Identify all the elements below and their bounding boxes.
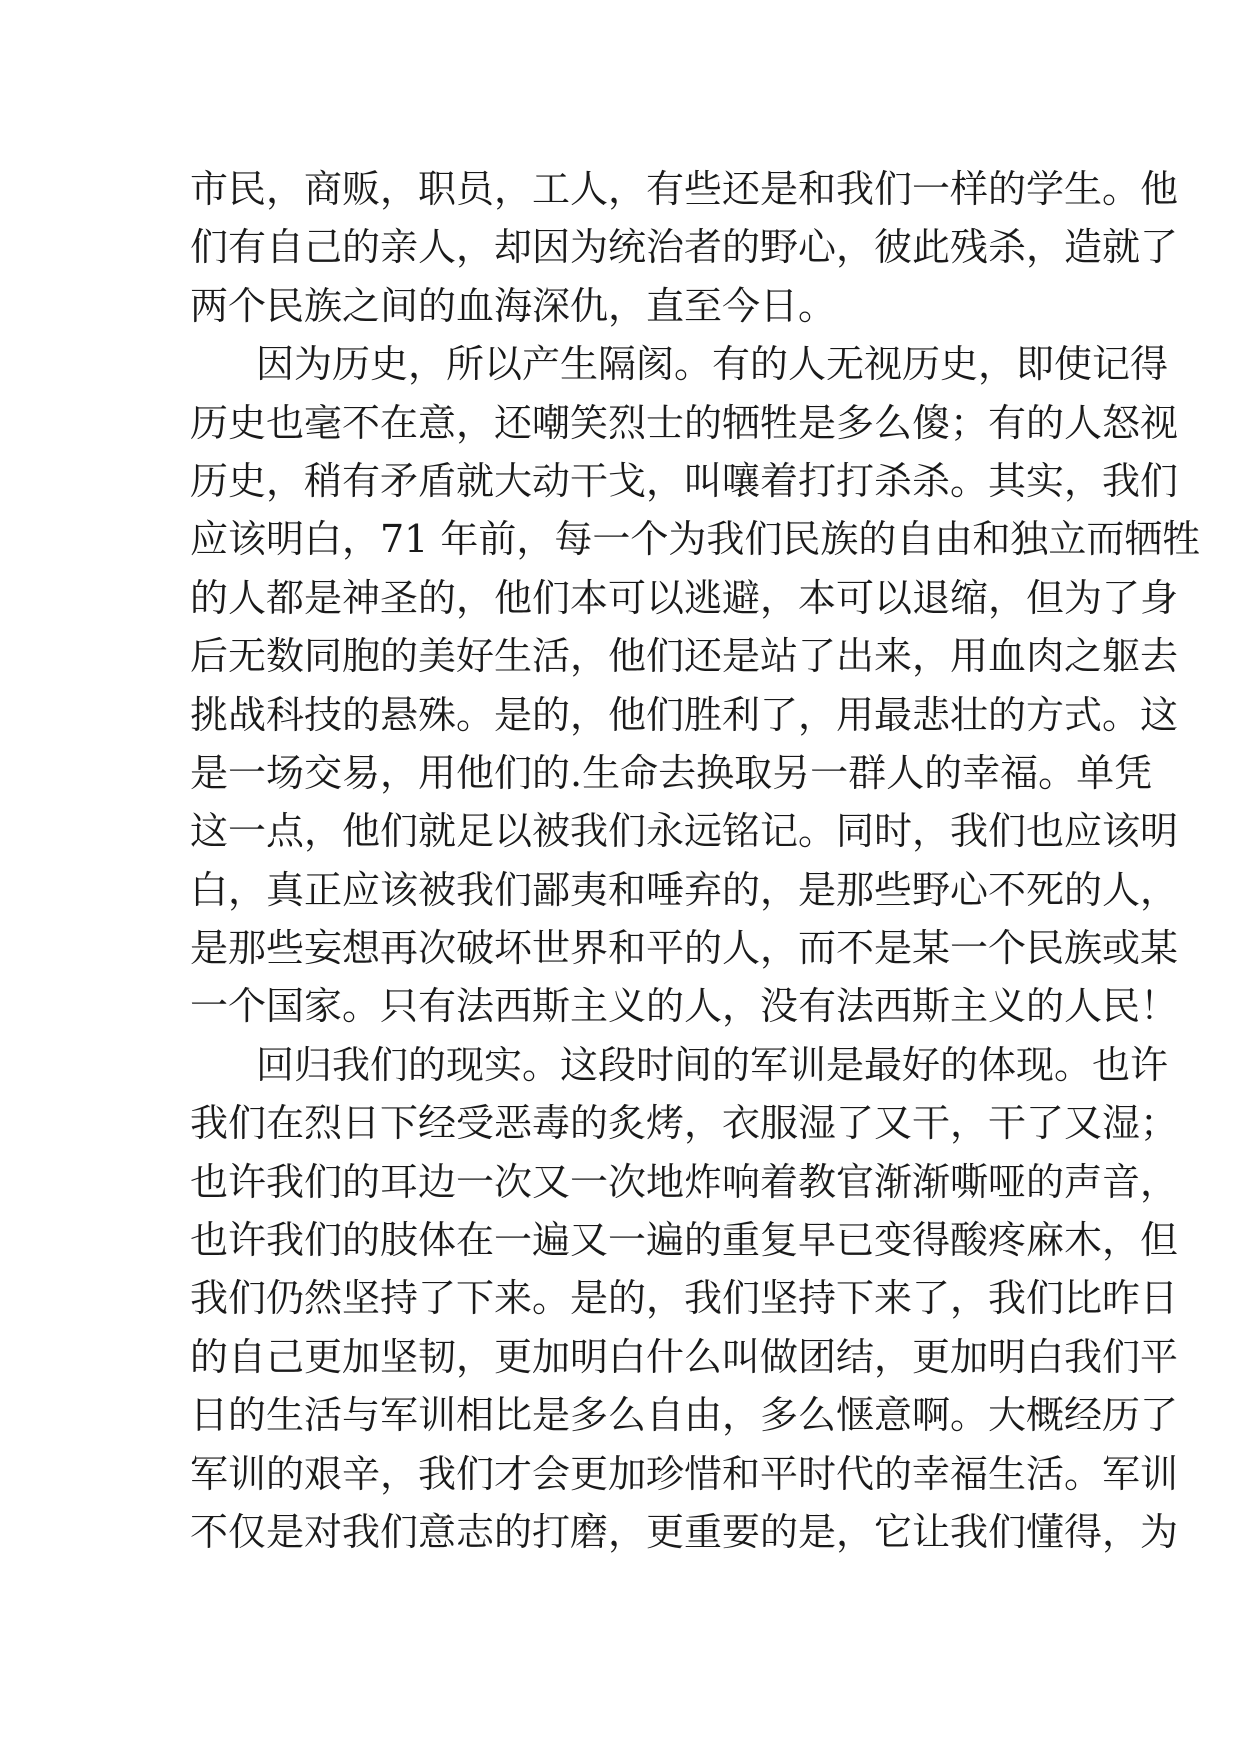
text-line: 日的生活与军训相比是多么自由，多么惬意啊。大概经历了 [190,1393,1179,1438]
text-line: 应该明白，71 年前，每一个为我们民族的自由和独立而牺牲 [190,517,1201,562]
text-line: 一个国家。只有法西斯主义的人，没有法西斯主义的人民！ [190,984,1179,1029]
paragraph-1 [190,160,1179,335]
paragraph-3 [190,1036,1179,1562]
text-line: 历史也毫不在意，还嘲笑烈士的牺牲是多么傻；有的人怒视 [190,400,1179,445]
text-line: 也许我们的耳边一次又一次地炸响着教官渐渐嘶哑的声音， [190,1159,1179,1204]
text-line: 也许我们的肢体在一遍又一遍的重复早已变得酸疼麻木，但 [190,1218,1179,1263]
text-line: 市民，商贩，职员，工人，有些还是和我们一样的学生。他 [190,167,1179,211]
text-line: 我们仍然坚持了下来。是的，我们坚持下来了，我们比昨日 [190,1276,1179,1321]
text-line: 是那些妄想再次破坏世界和平的人，而不是某一个民族或某 [190,926,1179,971]
document-page [190,160,1201,1561]
text-line: 回归我们的现实。这段时间的军训是最好的体现。也许 [256,1042,1169,1087]
paragraph-2 [190,335,1201,1036]
text-line: 挑战科技的悬殊。是的，他们胜利了，用最悲壮的方式。这 [190,692,1179,737]
text-line: 白，真正应该被我们鄙夷和唾弃的，是那些野心不死的人， [190,867,1179,912]
text-line: 的人都是神圣的，他们本可以逃避，本可以退缩，但为了身 [190,575,1179,620]
text-line: 不仅是对我们意志的打磨，更重要的是，它让我们懂得，为 [190,1509,1179,1554]
text-line: 的自己更加坚韧，更加明白什么叫做团结，更加明白我们平 [190,1334,1179,1379]
text-line: 我们在烈日下经受恶毒的炙烤，衣服湿了又干，干了又湿； [190,1101,1179,1146]
text-line: 这一点，他们就足以被我们永远铭记。同时，我们也应该明 [190,809,1179,854]
text-line: 因为历史，所以产生隔阂。有的人无视历史，即使记得 [256,342,1169,387]
text-line: 军训的艰辛，我们才会更加珍惜和平时代的幸福生活。军训 [190,1451,1179,1496]
text-line: 是一场交易，用他们的.生命去换取另一群人的幸福。单凭 [190,750,1153,795]
text-line: 后无数同胞的美好生活，他们还是站了出来，用血肉之躯去 [190,634,1179,679]
text-line: 历史，稍有矛盾就大动干戈，叫嚷着打打杀杀。其实，我们 [190,458,1179,503]
text-line: 们有自己的亲人，却因为统治者的野心，彼此残杀，造就了 [190,225,1179,270]
text-line: 两个民族之间的血海深仇，直至今日。 [190,283,837,328]
